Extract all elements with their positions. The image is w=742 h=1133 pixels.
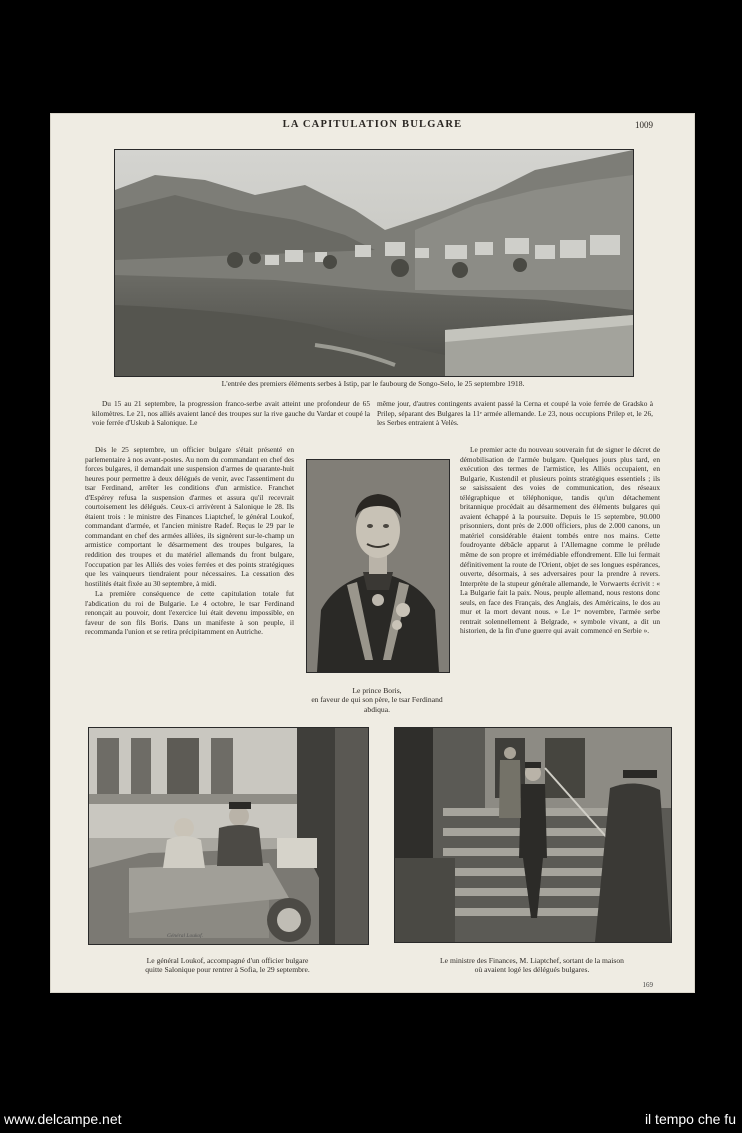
portrait-caption-line1: Le prince Boris, [352,686,402,695]
left-paragraph-2: La première conséquence de cette capitulation totale fut l'abdication du roi de Bulgarie. Le 4 octobre, le tsar Ferdinand renonçait au pouvoir, dont l'exercice lui était devenu impossible, en faveur de son fils Boris. Dans un manifeste à son peuple, il recommanda l'union et se retira précipitamment en Autriche. [85,589,294,637]
footer-page-number: 169 [642,981,653,989]
bottom-left-caption-line2: quitte Salonique pour rentrer à Sofia, le 29 septembre. [145,965,310,975]
right-paragraph-1: Le premier acte du nouveau souverain fut de signer le décret de démobilisation de l'armée bulgare. Quelques jours plus tard, en exécution des termes de l'armistice, les Alliés occupaient, en Bulgarie, Kustendil et plusieurs points stratégiques essentiels ; ils se saisissaient des voies de communication, des réseaux télégraphique et téléphonique, tandis qu'un détachement britannique procédait au désarmement des éléments bulgares qui avaient échappé à la poursuite. Depuis le 15 septembre, 90.000 prisonniers, dont près de 2.000 officiers, plus de 2.000 canons, un matériel considérable étaient tombés entre nos mains. Cette foudroyante débâcle apparut à l'Allemagne comme le prélude même de son propre et irrémédiable effondrement. Elle lui fermait définitivement la route de l'Orient, objet de ses longues espérances, ouverte, désormais, à ses adversaires pour la prendre à revers. Interprète de la stupeur générale allemande, le Vorwaerts écrivit : « La Bulgarie fait la paix. Nous, peuple allemand, nous restons donc seuls, en face des Français, des Anglais, des Américains, le dos au mur et la mort devant nous. » Le 1ᵉʳ novembre, l'armée serbe rentrait solennellement à Belgrade, « symbole vivant, a dit un historien, de la fin d'une guerre qui avait commencé en Serbie ». [460,445,660,636]
portrait-prince-boris [306,459,450,673]
portrait-illustration [307,460,449,672]
page-header [50,119,695,135]
bottom-right-photo-liaptchef [394,727,672,943]
intro-left-text: Du 15 au 21 septembre, la progression franco-serbe avait atteint une profondeur de 65 kilomètres. Le 21, nos alliés avaient lancé des troupes sur la rive gauche du Vardar et coupé la voie ferrée d'Uskub à Salonique. Le [92,399,370,428]
bottom-left-caption-line1: Le général Loukof, accompagné d'un officier bulgare [146,956,309,965]
intro-right-text: même jour, d'autres contingents avaient passé la Cerna et coupé la voie ferrée de Gradsko à Prilep, séparant des Bulgares la 11ᵉ armée allemande. Le 23, nous occupions Prilep et, le 26, les Serbes entraient à Velès. [377,399,653,428]
watermark-seller: il tempo che fu [644,1111,736,1127]
left-paragraph-1: Dès le 25 septembre, un officier bulgare s'était présenté en parlementaire à nos avant-postes. Au nom du commandant en chef des forces bulgares, il demandait une suspension d'armes de quarante-huit heures pour permettre à deux délégués de venir, avec l'assentiment du tsar Ferdinand, arrêter les conditions d'un armistice. Franchet d'Espérey refusa la suspension d'armes et assura qu'il recevrait courtoisement les délégués. Ceux-ci arrivèrent à Salonique le 28. Ils étaient trois : le ministre des Finances Liaptchef, le général Loukof, commandant d'armée, et l'ancien ministre Radef. Reçus le 29 par le commandant en chef des armées alliées, ils signèrent sur-le-champ un armistice comportant le désarmement des troupes bulgares, la reddition des troupes et du matériel allemands du front bulgare, l'occupation par les Alliés des voies ferrées et des points stratégiques que les vainqueurs tiendraient pour nécessaires. La cessation des hostilités était fixée au 30 septembre, à midi. [85,445,294,588]
bottom-right-caption [394,956,670,975]
bottom-left-inset-label: Général Loukof. [167,933,204,939]
page-number: 1009 [635,120,653,130]
stairs-scene-illustration [395,728,671,942]
bottom-left-caption [88,956,367,975]
bottom-right-caption-line1: Le ministre des Finances, M. Liaptchef, sortant de la maison [440,956,624,965]
right-column-text [460,445,660,636]
car-scene-illustration [89,728,368,944]
top-photo-istip [114,149,634,377]
portrait-caption-line3: abdiqua. [364,704,390,714]
portrait-caption-line2: en faveur de qui son père, le tsar Ferdinand [311,695,443,705]
top-photo-caption: L'entrée des premiers éléments serbes à Istip, par le faubourg de Songo-Selo, le 25 septembre 1918. [221,379,525,388]
page-title: LA CAPITULATION BULGARE [282,119,463,130]
bottom-right-caption-line2: où avaient logé les délégués bulgares. [474,965,590,975]
landscape-illustration [115,150,633,376]
portrait-caption [296,686,458,714]
magazine-page [50,113,695,993]
bottom-left-photo-loukof [88,727,369,945]
watermark-delcampe: www.delcampe.net [4,1111,122,1127]
left-column-text [85,445,294,637]
